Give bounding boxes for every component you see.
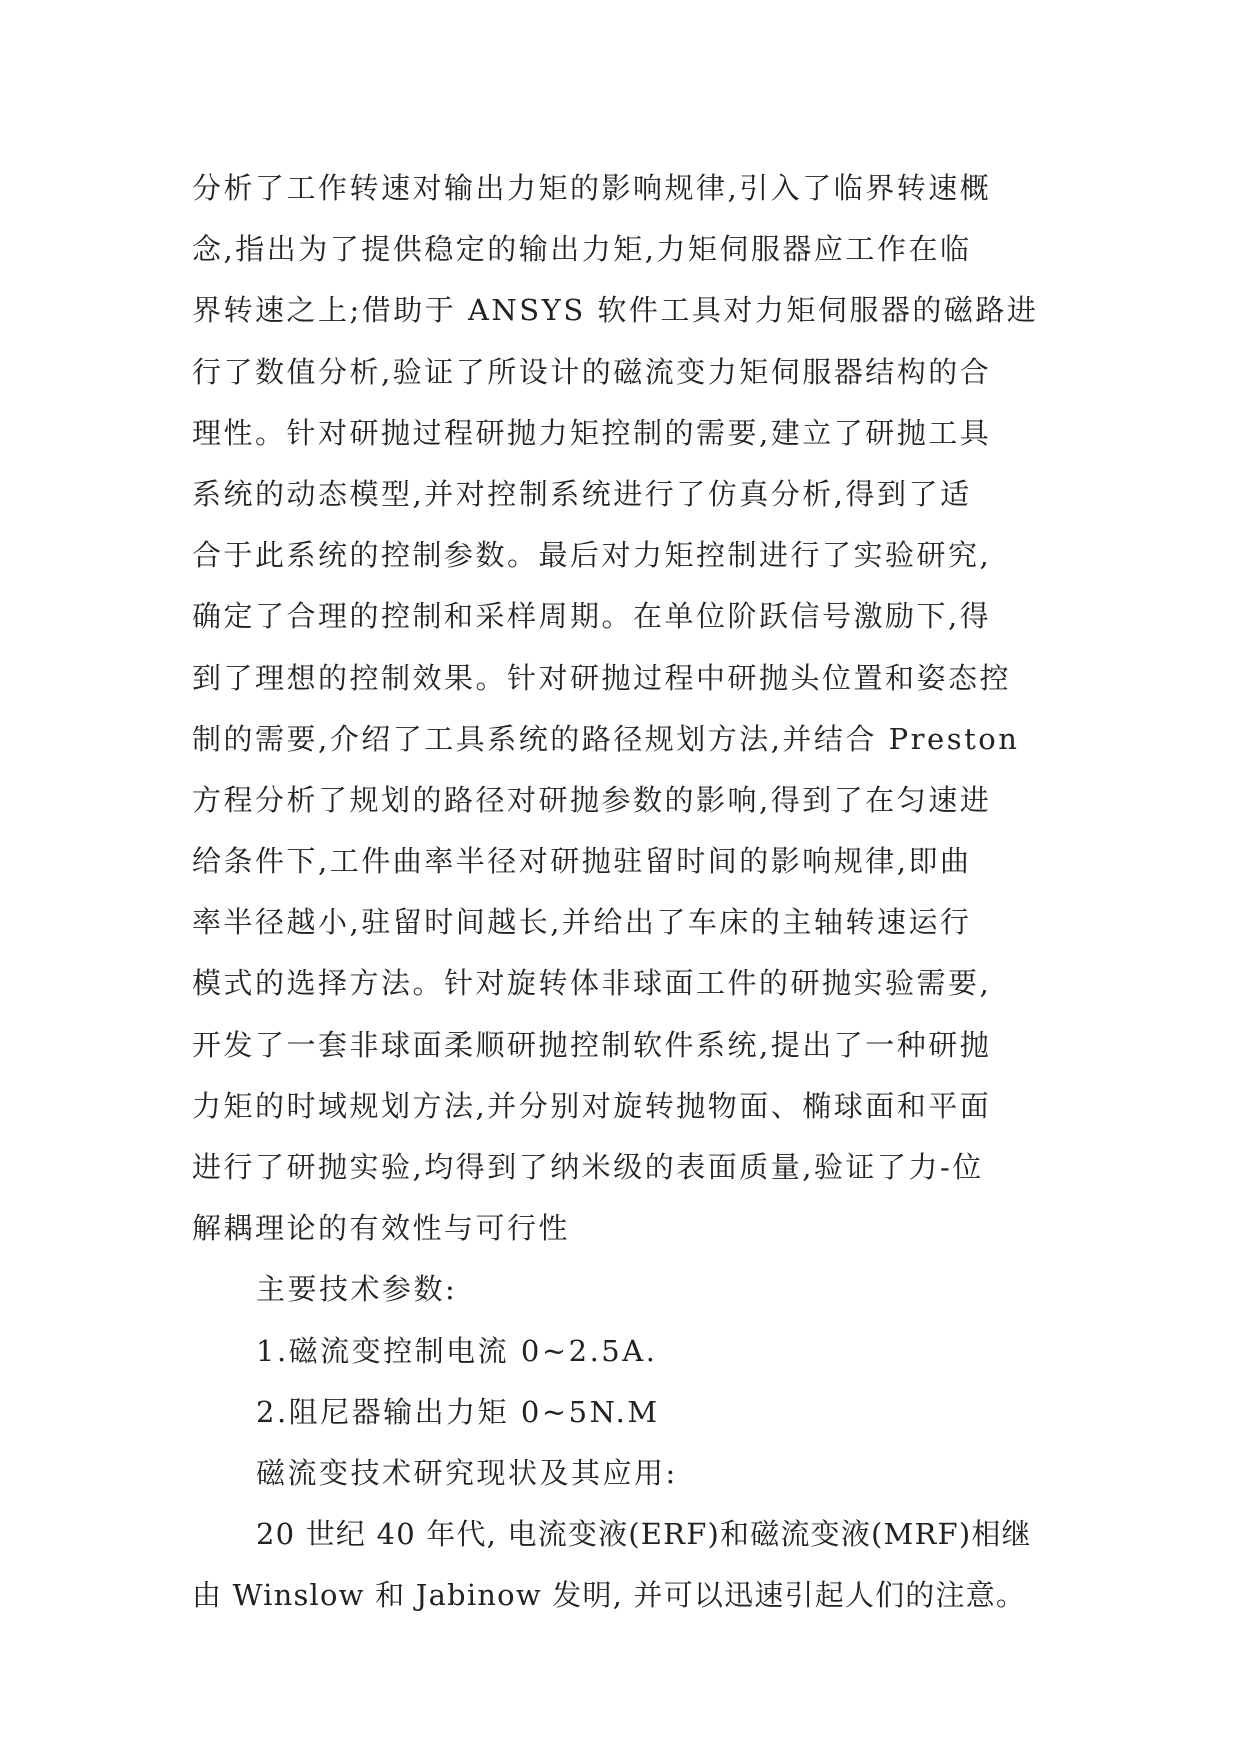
param-item-current: 1.磁流变控制电流 0~2.5A. bbox=[256, 1333, 658, 1368]
abstract-line: 进行了研抛实验,均得到了纳米级的表面质量,验证了力-位 bbox=[192, 1150, 984, 1184]
document-body bbox=[192, 158, 1052, 1627]
abstract-line: 方程分析了规划的路径对研抛参数的影响,得到了在匀速进 bbox=[192, 782, 992, 817]
status-heading: 磁流变技术研究现状及其应用: bbox=[256, 1455, 678, 1490]
abstract-line: 念,指出为了提供稳定的输出力矩,力矩伺服器应工作在临 bbox=[192, 232, 972, 267]
abstract-line: 到了理想的控制效果。针对研抛过程中研抛头位置和姿态控 bbox=[192, 660, 1012, 695]
abstract-line: 制的需要,介绍了工具系统的路径规划方法,并结合 Preston bbox=[192, 721, 1020, 756]
abstract-line: 模式的选择方法。针对旋转体非球面工件的研抛实验需要, bbox=[192, 966, 992, 1001]
abstract-line: 力矩的时域规划方法,并分别对旋转抛物面、椭球面和平面 bbox=[192, 1088, 992, 1123]
abstract-line: 界转速之上;借助于 ANSYS 软件工具对力矩伺服器的磁路进 bbox=[192, 293, 1039, 328]
abstract-line: 给条件下,工件曲率半径对研抛驻留时间的影响规律,即曲 bbox=[192, 844, 972, 879]
abstract-line: 分析了工作转速对输出力矩的影响规律,引入了临界转速概 bbox=[192, 171, 992, 205]
history-paragraph-line: 20 世纪 40 年代, 电流变液(ERF)和磁流变液(MRF)相继 bbox=[256, 1517, 1032, 1552]
abstract-line: 率半径越小,驻留时间越长,并给出了车床的主轴转速运行 bbox=[192, 905, 972, 940]
abstract-line: 解耦理论的有效性与可行性 bbox=[192, 1211, 571, 1246]
abstract-line: 开发了一套非球面柔顺研抛控制软件系统,提出了一种研抛 bbox=[192, 1027, 992, 1062]
abstract-line: 合于此系统的控制参数。最后对力矩控制进行了实验研究, bbox=[192, 538, 992, 573]
params-heading: 主要技术参数: bbox=[256, 1272, 458, 1307]
history-paragraph-line: 由 Winslow 和 Jabinow 发明, 并可以迅速引起人们的注意。 bbox=[192, 1578, 1027, 1613]
abstract-line: 理性。针对研抛过程研抛力矩控制的需要,建立了研抛工具 bbox=[192, 415, 992, 450]
abstract-line: 系统的动态模型,并对控制系统进行了仿真分析,得到了适 bbox=[192, 476, 972, 511]
abstract-line: 确定了合理的控制和采样周期。在单位阶跃信号激励下,得 bbox=[192, 599, 992, 634]
param-item-torque: 2.阻尼器输出力矩 0~5N.M bbox=[256, 1394, 660, 1429]
abstract-line: 行了数值分析,验证了所设计的磁流变力矩伺服器结构的合 bbox=[192, 354, 992, 389]
